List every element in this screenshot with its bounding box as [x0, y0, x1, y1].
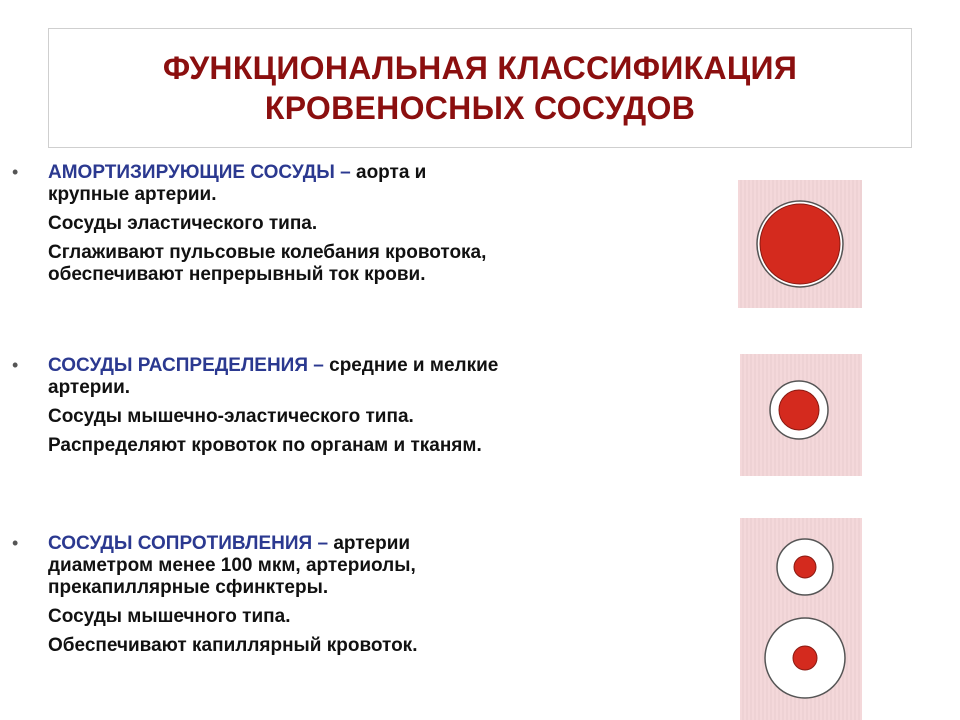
elastic-vessel-image — [738, 180, 862, 308]
section-3-type: Сосуды мышечного типа. — [48, 606, 291, 627]
section-1-dash: – — [334, 162, 356, 183]
small-artery-lumen — [793, 646, 817, 670]
section-1-line-1 — [48, 162, 712, 184]
resistance-vessel-image — [740, 518, 862, 720]
section-2-desc-2: артерии. — [48, 377, 131, 398]
section-1-desc-2: крупные артерии. — [48, 184, 217, 205]
arteriole-lumen — [794, 556, 816, 578]
elastic-vessel-lumen — [760, 204, 840, 284]
section-3-dash: – — [312, 533, 334, 554]
resistance-vessel-illustration — [740, 518, 862, 720]
section-3-desc-1: артерии — [333, 533, 411, 554]
section-1-desc-1: аорта и — [356, 162, 427, 183]
page-title-line-1: ФУНКЦИОНАЛЬНАЯ КЛАССИФИКАЦИЯ — [162, 50, 798, 86]
page-title-line-2: КРОВЕНОСНЫХ СОСУДОВ — [264, 90, 696, 126]
bullet: • — [12, 162, 19, 182]
elastic-vessel-illustration — [738, 180, 862, 308]
section-distribution-vessels — [12, 355, 712, 457]
section-1-function-2: обеспечивают непрерывный ток крови. — [48, 264, 426, 285]
section-2-desc-1: средние и мелкие — [329, 355, 499, 376]
section-2-dash: – — [308, 355, 330, 376]
muscular-elastic-vessel-illustration — [740, 354, 862, 476]
section-3-line-1 — [48, 533, 712, 555]
bullet: • — [12, 355, 19, 375]
section-1-function-1: Сглаживают пульсовые колебания кровотока, — [48, 242, 487, 263]
section-resistance-vessels — [12, 533, 712, 657]
bullet: • — [12, 533, 19, 553]
section-2-type: Сосуды мышечно-эластического типа. — [48, 406, 414, 427]
section-damping-vessels — [12, 162, 712, 286]
muscular-elastic-vessel-lumen — [779, 390, 819, 430]
section-1-type: Сосуды эластического типа. — [48, 213, 318, 234]
section-3-desc-2: диаметром менее 100 мкм, артериолы, — [48, 555, 416, 576]
section-2-heading: СОСУДЫ РАСПРЕДЕЛЕНИЯ — [48, 355, 308, 376]
title-box — [48, 28, 912, 148]
section-1-heading: АМОРТИЗИРУЮЩИЕ СОСУДЫ — [48, 162, 335, 183]
section-2-function-1: Распределяют кровоток по органам и тканям. — [48, 435, 482, 456]
section-3-desc-3: прекапиллярные сфинктеры. — [48, 577, 329, 598]
muscular-elastic-vessel-image — [740, 354, 862, 476]
section-3-function-1: Обеспечивают капиллярный кровоток. — [48, 635, 418, 656]
section-2-line-1 — [48, 355, 712, 377]
section-3-heading: СОСУДЫ СОПРОТИВЛЕНИЯ — [48, 533, 313, 554]
